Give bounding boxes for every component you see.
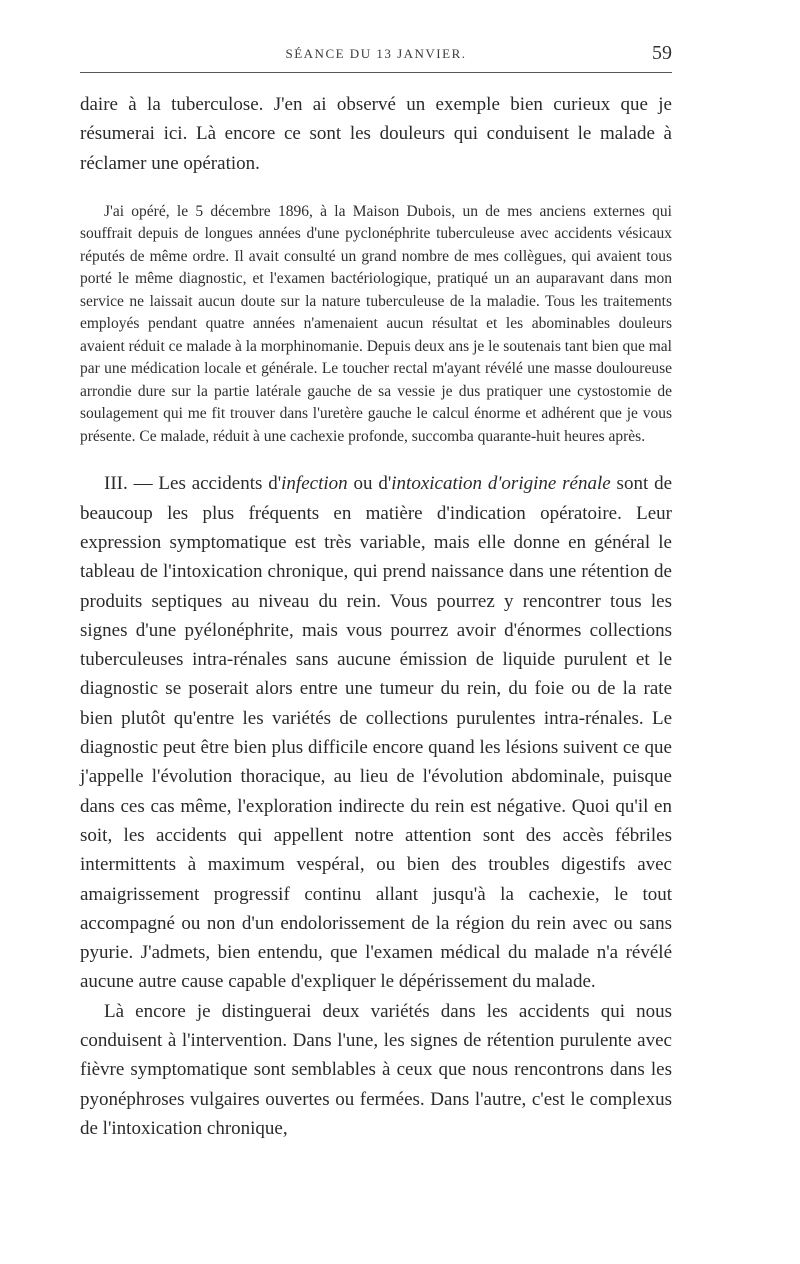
- page-number: 59: [652, 42, 672, 64]
- book-page: [80, 40, 672, 1143]
- running-head: [80, 40, 672, 70]
- final-paragraph: Là encore je distinguerai deux variétés dans les accidents qui nous conduisent à l'intervention. Dans l'une, les signes de rétention purulente avec fièvre symptomatique sont semblables à ceux que nous rencontrons dans les pyonéphroses vulgaires ouvertes ou fermées. Dans l'autre, c'est le complexus de l'intoxication chronique,: [80, 1000, 672, 1139]
- term-intoxication: intoxication d'origine rénale: [391, 473, 611, 495]
- section-iii-lead: III. — Les accidents d': [104, 473, 282, 495]
- section-iii-body: sont de beaucoup les plus fréquents en matière d'indication opératoire. Leur expression symptomatique est très variable, mais elle donne en général le tableau de l'intoxication chronique, qui prend naissance dans une rétention de produits septiques au niveau du rein. Vous pourrez y rencontrer tous les signes d'une pyélonéphrite, mais vous pourrez avoir d'énormes collections tuberculeuses intra-rénales sans aucune émission de liquide purulent et le diagnostic se poserait alors entre une tumeur du rein, du foie ou de la rate bien plutôt qu'entre les variétés de collections purulentes intra-rénales. Le diagnostic peut être bien plus difficile encore quand les lésions suivent ce que j'appelle l'évolution thoracique, au lieu de l'évolution abdominale, puisque dans ces cas même, l'exploration indirecte du rein est négative. Quoi qu'il en soit, les accidents qui appellent notre attention sont des accès fébriles intermittents à maximum vespéral, ou bien des troubles digestifs avec amaigrissement progressif continu allant jusqu'à la cachexie, le tout accompagné ou non d'un endolorissement de la région du rein avec ou sans pyurie. J'admets, bien entendu, que l'examen médical du malade n'a révélé aucune autre cause capable d'expliquer le dépérissement du malade.: [80, 473, 672, 993]
- section-iii-mid: ou d': [347, 473, 392, 495]
- running-title: SÉANCE DU 13 JANVIER.: [285, 46, 467, 61]
- paragraph-continuation: daire à la tuberculose. J'en ai observé un exemple bien curieux que je résumerai ici. Là encore ce sont les douleurs qui conduisent le malade à réclamer une opération.: [80, 94, 672, 174]
- header-rule: [80, 72, 672, 73]
- case-report-paragraph: J'ai opéré, le 5 décembre 1896, à la Maison Dubois, un de mes anciens externes qui souffrait depuis de longues années d'une pyclonéphrite tuberculeuse avec accidents vésicaux réputés de même ordre. Il avait consulté un grand nombre de mes collègues, qui avaient tous porté le même diagnostic, et l'examen bactériologique, pratiqué un an auparavant dans mon service ne laissait aucun doute sur la nature tuberculeuse de la maladie. Tous les traitements employés pendant quatre années n'amenaient aucun résultat et les abominables douleurs avaient réduit ce malade à la morphinomanie. Depuis deux ans je le soutenais tant bien que mal par une médication locale et générale. Le toucher rectal m'ayant révélé une masse douloureuse arrondie dure sur la partie latérale gauche de sa vessie je dus pratiquer une cystostomie de soulagement qui me fit trouver dans l'uretère gauche le calcul énorme et adhérent que je vous présente. Ce malade, réduit à une cachexie profonde, succomba quarante-huit heures après.: [80, 202, 672, 445]
- section-iii-paragraph: [80, 469, 672, 996]
- term-infection: infection: [281, 473, 348, 495]
